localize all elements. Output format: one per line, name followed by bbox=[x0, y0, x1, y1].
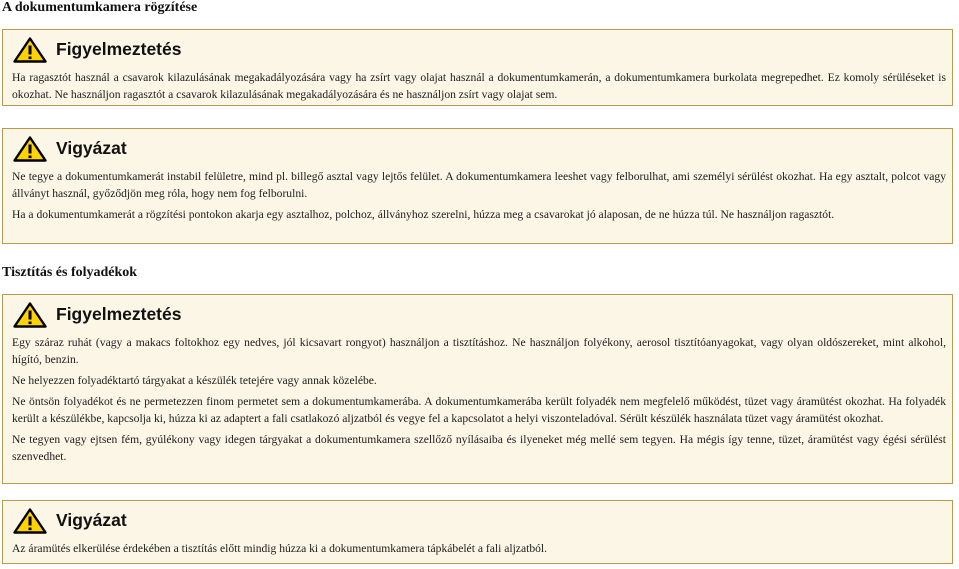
notice-paragraph: Ha ragasztót használ a csavarok kilazulásának megakadályozására vagy ha zsírt vagy olajat használ a dokumentumkamerán, a dokumentumkamera burkolata megrepedhet. Ez komoly sérüléseket is okozhat. Ne használjon ragasztót a csavarok kilazulásának megakadályozására és ne használjon zsírt vagy olajat sem. bbox=[12, 71, 946, 101]
warning-notice-glue bbox=[2, 29, 953, 106]
notice-title: Vigyázat bbox=[56, 510, 127, 530]
warning-triangle-icon bbox=[13, 136, 47, 162]
section-heading-cleaning: Tisztítás és folyadékok bbox=[2, 265, 138, 280]
caution-notice-stability bbox=[2, 128, 953, 244]
notice-body bbox=[12, 168, 946, 223]
notice-paragraph: Ne helyezzen folyadéktartó tárgyakat a készülék tetejére vagy annak közelébe. bbox=[12, 374, 377, 387]
warning-notice-cleaning bbox=[2, 294, 953, 484]
warning-triangle-icon bbox=[13, 302, 47, 328]
notice-body bbox=[12, 69, 946, 103]
notice-title: Figyelmeztetés bbox=[56, 304, 182, 324]
notice-paragraph: Ne öntsön folyadékot és ne permetezzen finom permetet sem a dokumentumkamerába. A dokumentumkamerába került folyadék nem megfelelő működést, tüzet vagy áramütést okozhat. Ha folyadék került a készülékbe, kapcsolja ki, húzza ki az adaptert a fali csatlakozó aljzatból és vegye fel a kapcsolatot a helyi viszonteladóval. Sérült készülék használata tüzet vagy áramütést okozhat. bbox=[12, 395, 946, 425]
notice-paragraph: Ne tegyen vagy ejtsen fém, gyúlékony vagy idegen tárgyakat a dokumentumkamera szellőző nyílásaiba és ilyeneket még mellé sem tegyen. Ha mégis így tenne, tüzet, áramütést vagy égési sérülést szenvedhet. bbox=[12, 433, 946, 463]
section-heading-mounting: A dokumentumkamera rögzítése bbox=[2, 0, 198, 15]
notice-paragraph: Egy száraz ruhát (vagy a makacs foltokhoz egy nedves, jól kicsavart rongyot) használjon a tisztításhoz. Ne használjon folyékony, aerosol tisztítóanyagokat, vagy olyan oldószereket, mint alkohol, hígító, benzin. bbox=[12, 336, 946, 366]
notice-title: Vigyázat bbox=[56, 138, 127, 158]
notice-paragraph: Az áramütés elkerülése érdekében a tisztítás előtt mindig húzza ki a dokumentumkamera tápkábelét a fali aljzatból. bbox=[12, 542, 548, 555]
warning-triangle-icon bbox=[13, 508, 47, 534]
warning-triangle-icon bbox=[13, 37, 47, 63]
notice-paragraph: Ne tegye a dokumentumkamerát instabil felületre, mind pl. billegő asztal vagy lejtős felület. A dokumentumkamera leeshet vagy felborulhat, ami személyi sérülést okozhat. Ha egy asztalt, polcot vagy állványt használ, győződjön meg róla, hogy nem fog felborulni. bbox=[12, 170, 946, 200]
caution-notice-unplug bbox=[2, 500, 953, 564]
notice-paragraph: Ha a dokumentumkamerát a rögzítési pontokon akarja egy asztalhoz, polchoz, állványhoz szerelni, húzza meg a csavarokat jó alaposan, de ne húzza túl. Ne használjon ragasztót. bbox=[12, 208, 835, 221]
notice-body bbox=[12, 540, 946, 557]
notice-title: Figyelmeztetés bbox=[56, 39, 182, 59]
notice-body bbox=[12, 334, 946, 465]
